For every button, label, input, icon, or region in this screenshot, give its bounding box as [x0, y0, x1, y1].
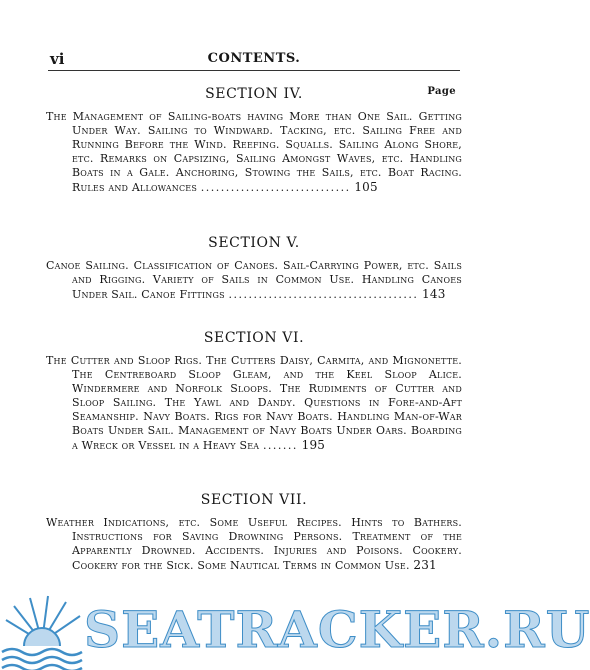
section-title: SECTION IV.: [205, 86, 303, 102]
section-entry: [46, 354, 462, 453]
section-v: [46, 233, 462, 302]
running-head: CONTENTS.: [207, 51, 301, 66]
section-title: SECTION VII.: [200, 492, 308, 508]
section-title: SECTION VI.: [203, 330, 305, 346]
entry-text: The Cutter and Sloop Rigs. The Cutters Daisy, Carmita, and Mignonette. The Centreboard Sloop Gleam, and the Keel Sloop Alice. Windermere and Norfolk Sloops. The Rudiments of Cutter and Sloop Sailing. The Yawl and Dandy. Questions in Fore-and-Aft Seamanship. Navy Boats. Rigs for Navy Boats. Handling Man-of-War Boats Under Sail. Management of Navy Boats Under Oars. Boarding a Wreck or Vessel in a Heavy Sea: [46, 354, 462, 452]
page-number: 143: [422, 287, 446, 301]
header-rule: [48, 70, 460, 71]
page-column-label: Page: [427, 86, 456, 97]
section-iv: [46, 84, 462, 195]
entry-text: Canoe Sailing. Classification of Canoes. Sail-Carrying Power, etc. Sails and Rigging. Variety of Sails in Common Use. Handling Canoes Under Sail. Canoe Fittings: [46, 259, 462, 301]
page-header: [50, 50, 458, 70]
page-number: 231: [413, 558, 437, 572]
section-vii: [46, 490, 462, 573]
page-folio: vi: [50, 50, 65, 68]
watermark-text: SEATRACKER.RU: [84, 600, 590, 659]
section-vi: [46, 328, 462, 453]
page-number: 195: [301, 438, 326, 452]
entry-text: Weather Indications, etc. Some Useful Recipes. Hints to Bathers. Instructions for Saving Drowning Persons. Treatment of the Apparently Drowned. Accidents. Injuries and Poisons. Cookery. Cookery for the Sick. Some Nautical Terms in Common Use.: [46, 516, 462, 572]
entry-text: The Management of Sailing-boats having More than One Sail. Getting Under Way. Sailing to Windward. Tacking, etc. Sailing Free and Running Before the Wind. Reefing. Squalls. Sailing Along Shore, etc. Remarks on Capsizing, Sailing Amongst Waves, etc. Handling Boats in a Gale. Anchoring, Stowing the Sails, etc. Boat Racing. Rules and Allowances: [46, 110, 462, 194]
dot-leader: ......................................: [228, 288, 419, 301]
section-entry: [46, 110, 462, 195]
dot-leader: ..............................: [200, 181, 351, 194]
section-entry: [46, 259, 462, 302]
page-number: 105: [354, 180, 378, 194]
section-entry: [46, 516, 462, 573]
dot-leader: .......: [262, 439, 298, 452]
section-title: SECTION V.: [208, 235, 300, 251]
